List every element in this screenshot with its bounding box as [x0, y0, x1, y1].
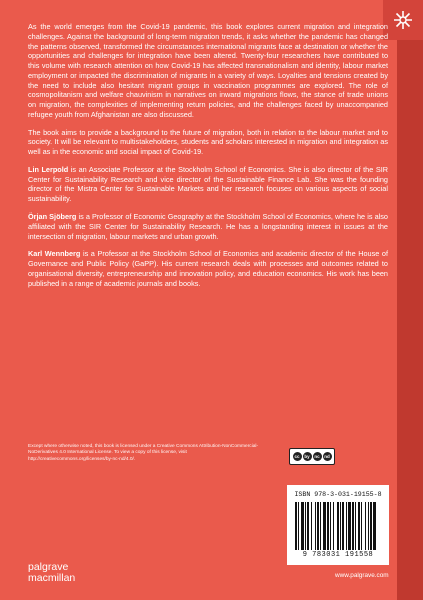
palgrave-star-icon — [383, 0, 423, 40]
isbn-label: ISBN 978-3-031-19155-8 — [294, 491, 382, 498]
publisher-name-line2: macmillan — [28, 572, 76, 585]
author-bio-text: is a Professor at the Stockholm School of Economics and academic director of the House of Governance and Public Policy (GaPP). His current research deals with processes and outcomes related to organisational diversity, entrepreneurship and innovation policy, and education economics. His work has been published in a range of academic journals and books. — [28, 249, 389, 288]
cc-icon: cc — [294, 454, 300, 459]
nd-icon: nd — [324, 454, 330, 459]
author-name: Örjan Sjöberg — [28, 212, 77, 222]
back-cover-text — [28, 22, 388, 296]
summary-paragraph-1: As the world emerges from the Covid-19 pandemic, this book explores current migration and integration challenges. Against the background of long-term migration trends, it asks whether the pandemic has changed the patterns observed, transformed the circumstances international migrants face at destination or whether the opportunities and challenges for integration have been altered. Twenty-four researchers have contributed to this volume with research attention on how Covid-19 has affected transnationalism and identity, labour market employment or impacted the discrimination of migrants in a variety of ways. Loyalties and tensions created by the need to include also hesitant migrant groups in vaccination programmes are explored. The role of cosmopolitanism and welfare chauvinism in narratives on inward migrations flows, the stance of trade unions on migration, the complexities of implementing return policies, and the challenges faced by unaccompanied refugee youth from Afghanistan are also discussed. — [28, 22, 388, 119]
publisher-url: www.palgrave.com — [335, 572, 389, 579]
author-bio-3 — [28, 249, 388, 288]
summary-paragraph-2: The book aims to provide a background to the future of migration, both in relation to the labour market and to society. It will be relevant to multistakeholders, students and scholars interested in migration and integration as well as in the economic and social impact of Covid-19. — [28, 127, 388, 157]
author-name: Lin Lerpold — [28, 164, 69, 174]
publisher-logo — [28, 562, 75, 584]
author-bio-text: is a Professor of Economic Geography at the Stockholm School of Economics, where he is also affiliated with the SIR Center for Sustainability Research. He has a longstanding interest in issues at the intersection of migration, labour markets and urban growth. — [28, 212, 388, 241]
barcode-bars — [295, 502, 381, 550]
author-bio-1 — [28, 165, 388, 204]
barcode-number: 9 783031 191558 — [302, 551, 374, 559]
isbn-barcode — [287, 485, 389, 565]
by-icon: by — [304, 454, 310, 459]
author-bio-2 — [28, 212, 388, 241]
creative-commons-badge — [289, 448, 335, 465]
author-name: Karl Wennberg — [28, 249, 81, 259]
license-notice: Except where otherwise noted, this book is licensed under a Creative Commons Attribution-NonCommercial-NoDerivatives 4.0 International License. To view a copy of this license, visit http://creativecommons.org/licenses/by-nc-nd/4.0/. — [28, 444, 259, 462]
spine-edge-strip — [397, 0, 423, 600]
publisher-name-line1: palgrave — [28, 561, 69, 573]
nc-icon: nc — [314, 454, 320, 459]
author-bio-text: is an Associate Professor at the Stockholm School of Economics. She is also director of the SIR Center for Sustainability Research and vice director of the Sustainable Finance Lab. She was the founding director of the Mistra Center for Sustainable Markets and her research focuses on various aspects of social sustainability. — [28, 164, 388, 204]
